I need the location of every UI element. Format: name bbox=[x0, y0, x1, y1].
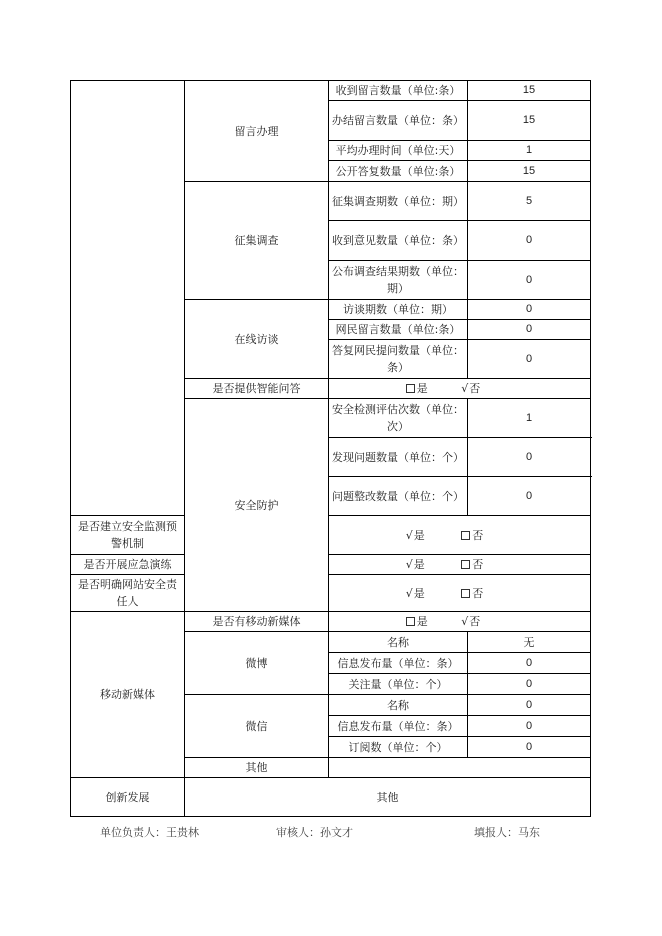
yes-option bbox=[406, 613, 458, 630]
no-option bbox=[461, 380, 513, 397]
metric-label: 安全检测评估次数（单位：次） bbox=[329, 399, 468, 438]
metric-label: 名称 bbox=[329, 632, 468, 653]
metric-value: 15 bbox=[468, 161, 591, 182]
yes-no-cell bbox=[329, 379, 591, 399]
metric-value: 无 bbox=[468, 632, 591, 653]
no-mark: √ bbox=[461, 615, 469, 628]
category-label-security: 安全防护 bbox=[185, 399, 329, 612]
no-mark bbox=[461, 560, 470, 569]
no-label: 否 bbox=[469, 615, 481, 628]
yes-no-cell bbox=[329, 555, 591, 575]
no-mark: √ bbox=[461, 382, 469, 395]
yes-mark bbox=[406, 384, 415, 393]
no-option bbox=[461, 585, 513, 602]
yes-no-cell bbox=[329, 516, 591, 555]
metric-value: 0 bbox=[468, 653, 591, 674]
metric-label: 征集调查期数（单位：期） bbox=[329, 182, 468, 221]
group-label-fangtan: 在线访谈 bbox=[185, 300, 329, 379]
question-label: 是否开展应急演练 bbox=[71, 555, 185, 575]
group-label-weixin: 微信 bbox=[185, 695, 329, 758]
yes-option bbox=[406, 556, 458, 573]
reviewer: 审核人：孙文才 bbox=[276, 826, 353, 839]
no-option bbox=[461, 613, 513, 630]
yes-option bbox=[406, 527, 458, 544]
metric-value: 0 bbox=[468, 477, 591, 516]
report-table bbox=[70, 80, 591, 817]
yes-label: 是 bbox=[416, 382, 428, 395]
metric-label: 信息发布量（单位：条） bbox=[329, 716, 468, 737]
yes-mark: √ bbox=[405, 558, 413, 571]
table-row bbox=[71, 575, 591, 612]
metric-value: 0 bbox=[468, 221, 591, 261]
metric-value: 1 bbox=[468, 399, 591, 438]
metric-label: 公开答复数量（单位:条） bbox=[329, 161, 468, 182]
metric-value: 0 bbox=[468, 438, 591, 477]
no-mark bbox=[461, 589, 470, 598]
metric-value: 1 bbox=[468, 141, 591, 161]
metric-label: 问题整改数量（单位：个） bbox=[329, 477, 468, 516]
metric-value: 0 bbox=[468, 261, 591, 300]
metric-label: 关注量（单位：个） bbox=[329, 674, 468, 695]
yes-label: 是 bbox=[413, 558, 425, 571]
filler: 填报人：马东 bbox=[474, 826, 540, 839]
metric-label: 网民留言数量（单位:条） bbox=[329, 320, 468, 340]
table-row bbox=[71, 555, 591, 575]
metric-value: 0 bbox=[468, 300, 591, 320]
metric-label: 发现问题数量（单位：个） bbox=[329, 438, 468, 477]
metric-value: 0 bbox=[468, 340, 591, 379]
yes-mark bbox=[406, 617, 415, 626]
table-row bbox=[71, 778, 591, 817]
category-cell-interaction bbox=[71, 81, 185, 516]
group-label-zhengji: 征集调查 bbox=[185, 182, 329, 300]
group-label-liuyan: 留言办理 bbox=[185, 81, 329, 182]
metric-label: 答复网民提问数量（单位：条） bbox=[329, 340, 468, 379]
yes-no-cell bbox=[329, 612, 591, 632]
metric-label: 办结留言数量（单位：条） bbox=[329, 101, 468, 141]
no-label: 否 bbox=[472, 586, 484, 600]
metric-value: 0 bbox=[468, 320, 591, 340]
group-label-weibo: 微博 bbox=[185, 632, 329, 695]
metric-value: 0 bbox=[468, 674, 591, 695]
question-label: 是否建立安全监测预警机制 bbox=[71, 516, 185, 555]
no-label: 否 bbox=[469, 382, 481, 395]
metric-label: 公布调查结果期数（单位：期） bbox=[329, 261, 468, 300]
metric-value: 5 bbox=[468, 182, 591, 221]
metric-label: 名称 bbox=[329, 695, 468, 716]
no-label: 否 bbox=[472, 528, 484, 542]
table-row bbox=[71, 612, 591, 632]
yes-no-cell bbox=[329, 575, 591, 612]
unit-head: 单位负责人：王贵林 bbox=[100, 826, 199, 839]
yes-option bbox=[406, 380, 458, 397]
metric-label: 订阅数（单位：个） bbox=[329, 737, 468, 758]
metric-label: 收到意见数量（单位：条） bbox=[329, 221, 468, 261]
innovation-content: 其他 bbox=[185, 778, 591, 817]
category-label-mobile: 移动新媒体 bbox=[71, 612, 185, 778]
other-value bbox=[329, 758, 591, 778]
no-label: 否 bbox=[472, 558, 484, 571]
metric-value: 0 bbox=[468, 716, 591, 737]
question-label: 是否明确网站安全责任人 bbox=[71, 575, 185, 612]
yes-label: 是 bbox=[413, 528, 425, 542]
yes-mark: √ bbox=[405, 586, 413, 600]
category-label-innovation: 创新发展 bbox=[71, 778, 185, 817]
table-row bbox=[71, 516, 591, 555]
metric-label: 收到留言数量（单位:条） bbox=[329, 81, 468, 101]
metric-value: 0 bbox=[468, 737, 591, 758]
metric-label: 平均办理时间（单位:天） bbox=[329, 141, 468, 161]
yes-mark: √ bbox=[405, 528, 413, 542]
signature-footer bbox=[0, 824, 662, 840]
metric-label: 访谈期数（单位：期） bbox=[329, 300, 468, 320]
no-option bbox=[461, 556, 513, 573]
no-option bbox=[461, 527, 513, 544]
question-label: 是否提供智能问答 bbox=[185, 379, 329, 399]
yes-option bbox=[406, 585, 458, 602]
metric-value: 0 bbox=[468, 695, 591, 716]
table-row bbox=[71, 81, 591, 101]
question-label: 是否有移动新媒体 bbox=[185, 612, 329, 632]
yes-label: 是 bbox=[416, 615, 428, 628]
metric-value: 15 bbox=[468, 101, 591, 141]
metric-label: 信息发布量（单位：条） bbox=[329, 653, 468, 674]
no-mark bbox=[461, 531, 470, 540]
yes-label: 是 bbox=[413, 586, 425, 600]
group-label-other: 其他 bbox=[185, 758, 329, 778]
metric-value: 15 bbox=[468, 81, 591, 101]
